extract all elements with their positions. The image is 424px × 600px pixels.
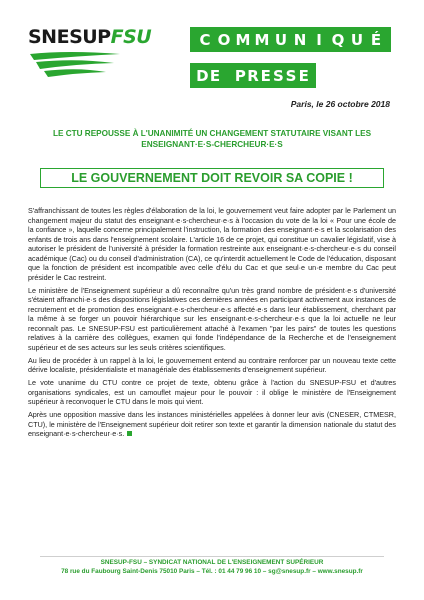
band-letter: É — [370, 30, 382, 49]
logo-affiliation: FSU — [110, 26, 152, 48]
band-letter: S — [285, 66, 297, 85]
band-letter: E — [260, 66, 271, 85]
paragraph: Le ministère de l'Enseignement supérieur a dû reconnaître qu'un très grand nombre de président·e·s d'université s'étaient affranchi·e·s des dispositions législatives ces dernières années en participant activement aux instances de recrutement et de promotion des enseignant·e·s-chercheur·e·s affecté·e·s dans leur établissement, cherchant par la même à se forger un pouvoir hiérarchique sur les enseignant·e·s-chercheur·e·s que la loi actuelle ne leur reconnaît pas. Le SNESUP-FSU est particulièrement attaché à l'examen "par les pairs" de toutes les questions relatives à la carrière des collègues, examen qui fonde l'indépendance de la Recherche et de l'enseignement supérieur et de ses acteurs sur les seuls critères scientifiques. — [28, 285, 396, 352]
band-letter: S — [272, 66, 284, 85]
band-letter: E — [298, 66, 309, 85]
subtitle: LE CTU REPOUSSE À L'UNANIMITÉ UN CHANGEMENT STATUTAIRE VISANT LES ENSEIGNANT·E·S-CHERCHEUR·E·S — [52, 129, 372, 149]
paragraph-last — [28, 410, 396, 439]
body-text — [28, 206, 396, 442]
band-letter: P — [234, 66, 246, 85]
band-letter: R — [247, 66, 259, 85]
footer — [0, 558, 424, 576]
band-letter: I — [316, 30, 322, 49]
paragraph: Au lieu de procéder à un rappel à la loi, le gouvernement entend au contraire renforcer par un nouveau texte cette dérive localiste, présidentialiste et managériale des établissements d'enseignement supérieur. — [28, 355, 396, 374]
headline: LE GOUVERNEMENT DOIT REVOIR SA COPIE ! — [71, 171, 353, 185]
band-letter: M — [254, 30, 270, 49]
communique-band — [190, 27, 391, 52]
footer-contact: 78 rue du Faubourg Saint-Denis 75010 Paris – Tél. : 01 44 79 96 10 – sg@snesup.fr – www.snesup.fr — [61, 568, 363, 575]
band-letter: U — [350, 30, 364, 49]
headline-box — [40, 168, 384, 188]
logo-swoosh-icon — [28, 48, 128, 78]
band-letter: O — [217, 30, 231, 49]
footer-divider — [40, 556, 384, 557]
snesup-logo — [28, 26, 152, 84]
band-letter: E — [209, 66, 221, 85]
logo-wordmark — [28, 26, 151, 48]
paragraph-last-text: Après une opposition massive dans les instances ministérielles appelées à donner leur avis (CNESER, CTMESR, CTU), le ministère de l'Enseignement supérieur doit retirer son texte et garantir la dimension nationale du statut des enseignant·e·s-chercheur·e·s. — [28, 410, 396, 438]
band-letter: N — [293, 30, 307, 49]
paragraph: S'affranchissant de toutes les règles d'élaboration de la loi, le gouvernement veut faire adopter par le Parlement un changement majeur du statut des enseignant·e·s-chercheur·e·s à l'occasion du vote de la loi « Pour une école de la confiance », laquelle concerne principalement l'instruction, la formation des enseignant·e·s et la scolarisation des enfants de trois ans dans l'enseignement scolaire. L'article 16 de ce projet, qui constitue un cavalier législatif, vise à autoriser le président de l'université à présider la formation restreinte aux enseignant·e·s-chercheur·e·s du conseil académique (Cac) ou du conseil d'administration (CA), ce qu'interdit actuellement le Code de l'éducation, disposant que la fonction de président est incompatible avec celle d'élu du Cac et que seul·e un·e membre du Cac peut présider le Cac restreint. — [28, 206, 396, 282]
band-letter: M — [235, 30, 251, 49]
band-letter: Q — [331, 30, 345, 49]
band-letter: D — [196, 66, 209, 85]
paragraph: Le vote unanime du CTU contre ce projet de texte, obtenu grâce à l'action du SNESUP-FSU et d'autres organisations syndicales, est un camouflet majeur pour le pouvoir : il oblige le ministère de l'Enseignement supérieur à reconvoquer le CTU dans le mois qui vient. — [28, 378, 396, 406]
end-square-icon — [127, 431, 132, 436]
de-presse-band — [190, 63, 316, 88]
logo-name: SNESUP — [28, 26, 111, 48]
band-letter: C — [199, 30, 211, 49]
band-letter: U — [274, 30, 288, 49]
dateline: Paris, le 26 octobre 2018 — [290, 99, 390, 109]
footer-organization: SNESUP-FSU – SYNDICAT NATIONAL DE L'ENSEIGNEMENT SUPÉRIEUR — [100, 559, 324, 566]
